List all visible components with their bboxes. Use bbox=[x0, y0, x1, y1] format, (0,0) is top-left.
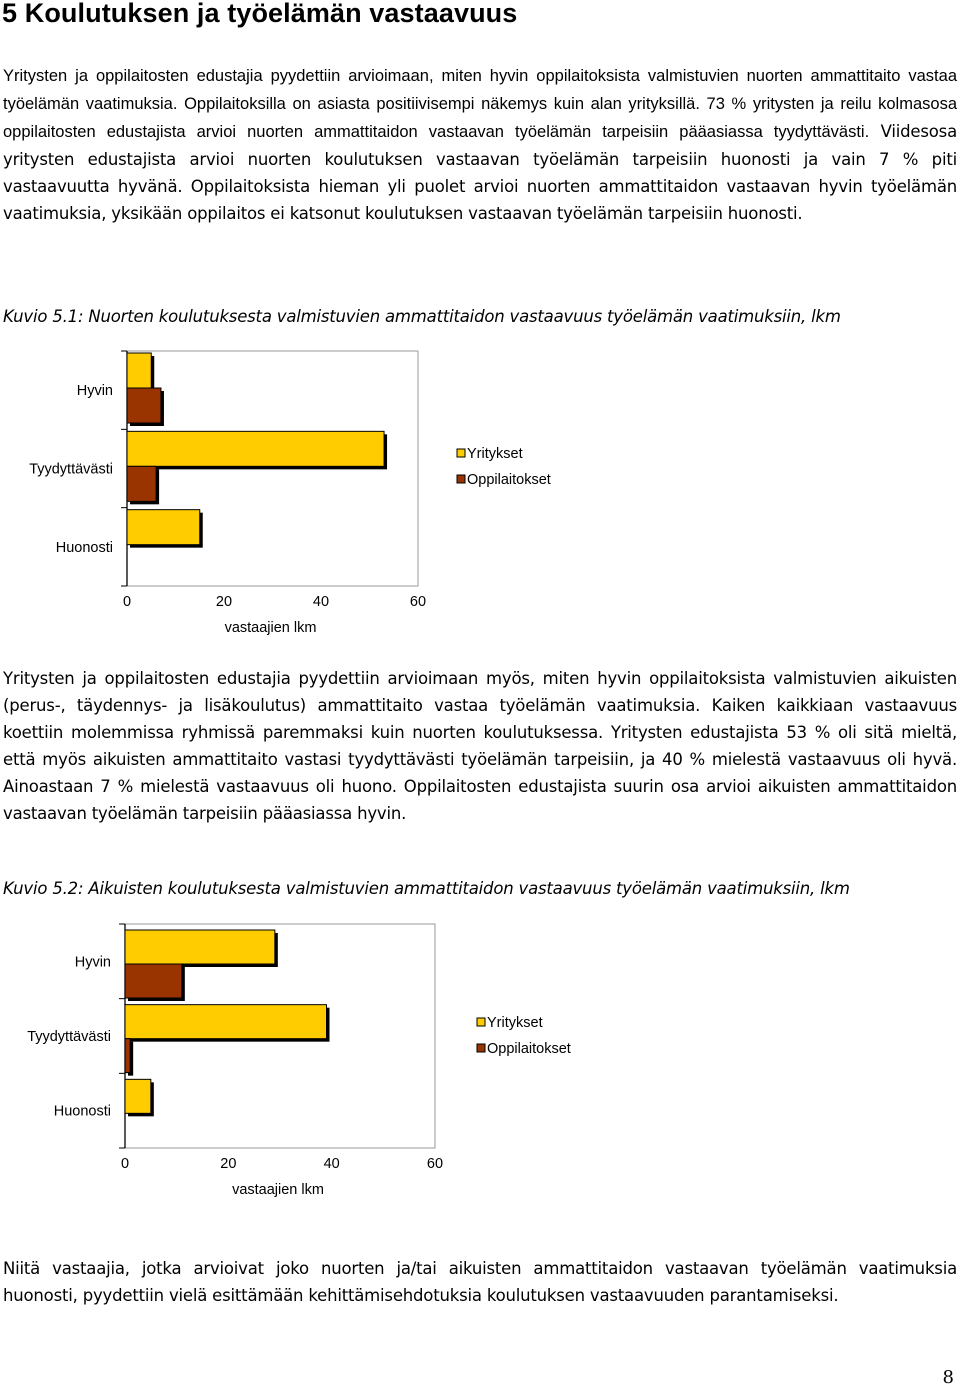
bar-oppilaitokset-hyvin bbox=[127, 388, 161, 423]
bar-oppilaitokset-tyydyttävästi bbox=[125, 1039, 130, 1073]
bar-yritykset-huonosti bbox=[125, 1079, 151, 1113]
category-label: Huonosti bbox=[55, 539, 113, 556]
paragraph-closing: Niitä vastaajia, jotka arvioivat joko nuorten ja/tai aikuisten ammattitaidon vastaavan työelämän vaatimuksia huonosti, pyydettiin vielä esittämään kehittämisehdotuksia koulutuksen vastaavuuden parantamiseksi. bbox=[3, 1259, 957, 1305]
legend-swatch bbox=[457, 475, 465, 483]
legend-label: Oppilaitokset bbox=[467, 472, 551, 488]
paragraph-intro-part1: Yritysten ja oppilaitosten edustajia pyydettiin arvioimaan, miten hyvin oppilaitoksista valmistuvien nuorten ammattitaito vastaa työelämän vaatimuksia. Oppilaitoksilla on asiasta positiivisempi näkemys kuin alan yrityksillä. 73 % yritysten ja reilu kolmasosa oppilaitosten edustajista arvioi nuorten ammattitaidon vastaavan työelämän tarpeisiin pääasiassa tyydyttävästi. bbox=[3, 67, 957, 141]
legend-swatch bbox=[477, 1044, 485, 1052]
category-label: Tyydyttävästi bbox=[29, 461, 113, 478]
bar-yritykset-hyvin bbox=[127, 353, 151, 388]
bar-oppilaitokset-hyvin bbox=[125, 964, 182, 998]
paragraph-adults: Yritysten ja oppilaitosten edustajia pyydettiin arvioimaan myös, miten hyvin oppilaitoksista valmistuvien aikuisten (perus-, täydennys- ja lisäkoulutus) ammattitaito vastaa työelämän vaatimuksia. Kaiken kaikkiaan vastaavuus koettiin molemmissa ryhmissä paremmaksi kuin nuorten koulutuksessa. Yritysten edustajista 53 % oli sitä mieltä, että myös aikuisten ammattitaito vastasi tyydyttävästi työelämän tarpeisiin, ja 40 % mielestä vastaavuus oli hyvä. Ainoastaan 7 % mielestä vastaavuus oli huono. Oppilaitosten edustajista suurin osa arvioi aikuisten ammattitaidon vastaavan työelämän tarpeisiin pääasiassa hyvin. bbox=[3, 669, 957, 823]
x-tick-label: 60 bbox=[426, 1156, 444, 1172]
x-tick-label: 0 bbox=[122, 594, 132, 610]
legend-label: Oppilaitokset bbox=[487, 1041, 571, 1057]
x-axis-label: vastaajien lkm bbox=[224, 620, 317, 636]
category-label: Tyydyttävästi bbox=[27, 1029, 111, 1045]
x-tick-label: 20 bbox=[215, 594, 233, 610]
bar-yritykset-tyydyttävästi bbox=[125, 1005, 327, 1039]
section-heading: 5 Koulutuksen ja työelämän vastaavuus bbox=[2, 0, 518, 28]
x-tick-label: 40 bbox=[323, 1156, 340, 1172]
bar-yritykset-huonosti bbox=[127, 510, 200, 545]
category-label: Hyvin bbox=[74, 954, 111, 971]
figure-caption-1: Kuvio 5.1: Nuorten koulutuksesta valmistuvien ammattitaidon vastaavuus työelämän vaatimuksiin, lkm bbox=[3, 307, 841, 326]
category-label: Huonosti bbox=[53, 1103, 111, 1120]
page-number: 8 bbox=[942, 1367, 954, 1388]
bar-oppilaitokset-tyydyttävästi bbox=[127, 466, 156, 501]
x-tick-label: 20 bbox=[220, 1156, 237, 1172]
x-axis-label: vastaajien lkm bbox=[232, 1182, 324, 1198]
bar-yritykset-hyvin bbox=[125, 930, 275, 964]
chart-2 bbox=[0, 915, 600, 1210]
legend-swatch bbox=[457, 449, 465, 457]
bar-yritykset-tyydyttävästi bbox=[127, 431, 384, 466]
chart-2-svg bbox=[0, 915, 600, 1210]
category-label: Hyvin bbox=[76, 383, 113, 400]
chart-1-svg bbox=[0, 340, 600, 650]
paragraph-intro-part2: Viidesosa yritysten edustajista arvioi nuorten koulutuksen vastaavan työelämän tarpeisiin huonosti ja vain 7 % piti vastaavuutta hyvänä. Oppilaitoksista hieman yli puolet arvioi nuorten ammattitaidon vastaavan hyvin työelämän vaatimuksia, yksikään oppilaitos ei katsonut koulutuksen vastaavan työelämän tarpeisiin huonosti. bbox=[3, 122, 957, 223]
x-tick-label: 60 bbox=[409, 594, 427, 610]
legend-label: Yritykset bbox=[487, 1015, 543, 1031]
legend-label: Yritykset bbox=[467, 446, 523, 462]
x-tick-label: 40 bbox=[312, 594, 330, 610]
figure-caption-2: Kuvio 5.2: Aikuisten koulutuksesta valmistuvien ammattitaidon vastaavuus työelämän vaatimuksiin, lkm bbox=[3, 879, 850, 898]
x-tick-label: 0 bbox=[120, 1156, 130, 1172]
paragraph-intro bbox=[3, 62, 957, 227]
legend-swatch bbox=[477, 1018, 485, 1026]
chart-1 bbox=[0, 340, 600, 650]
